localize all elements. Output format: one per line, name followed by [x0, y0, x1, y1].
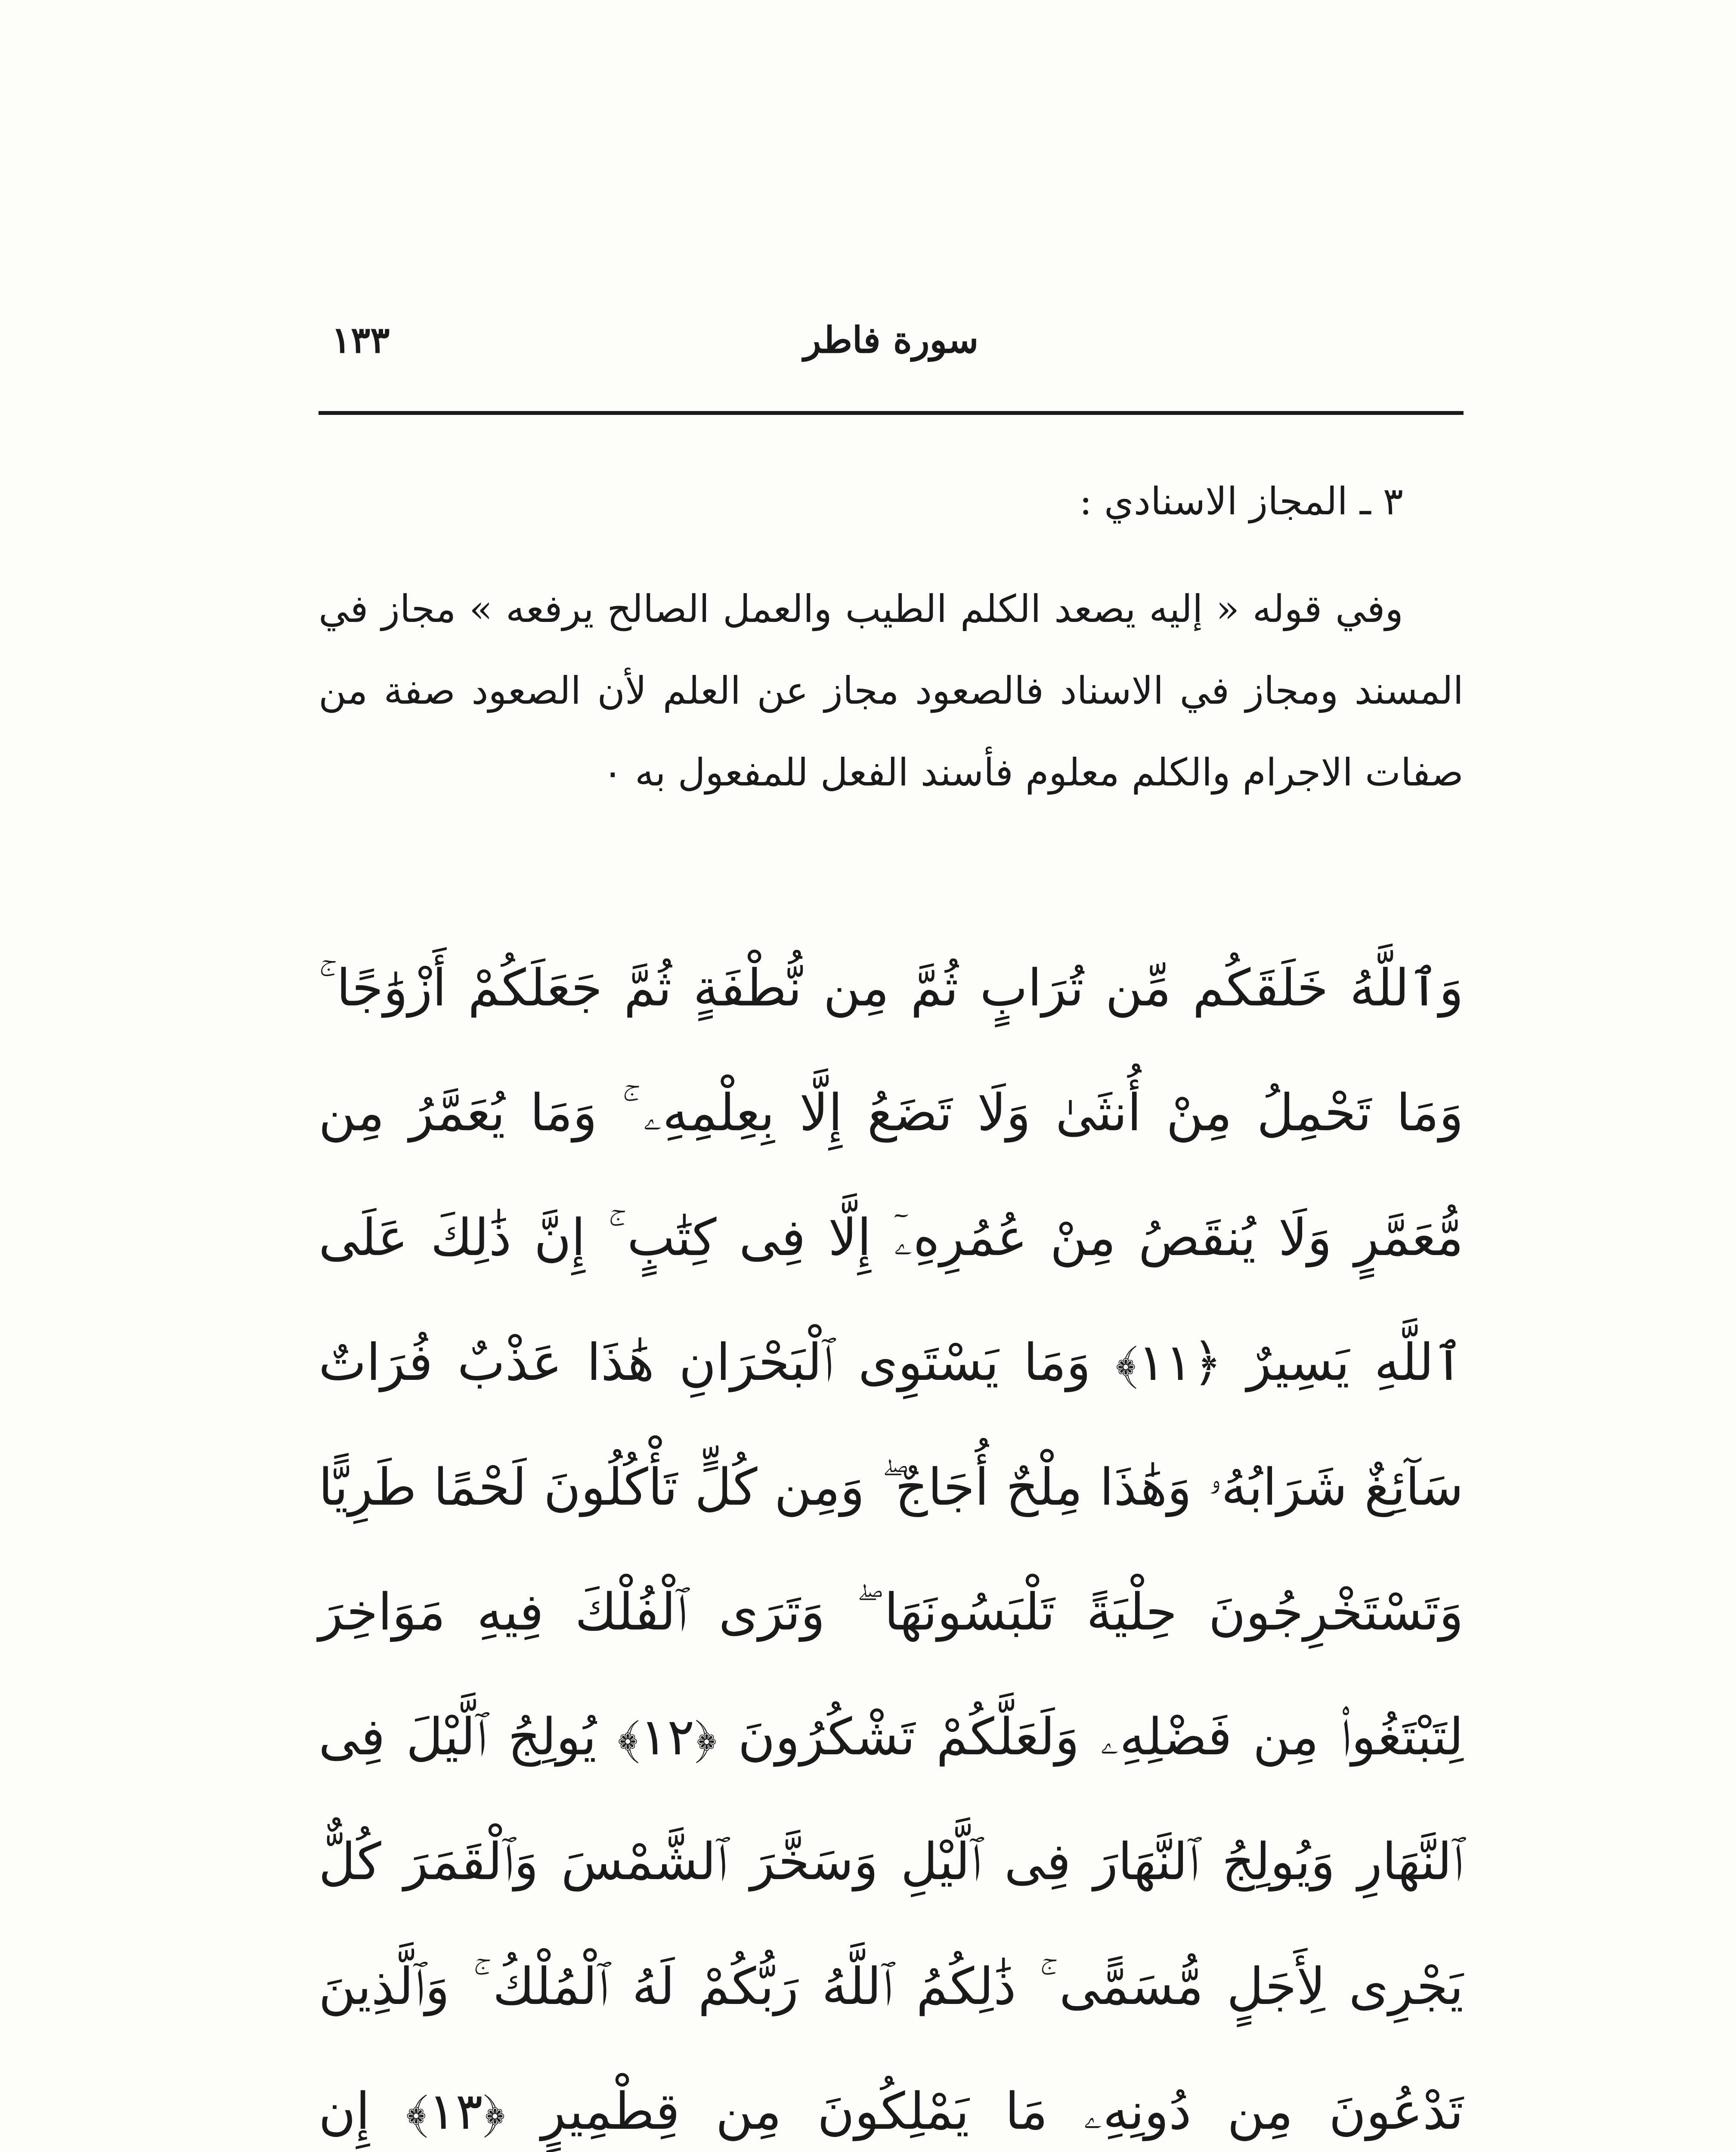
header-rule: [319, 411, 1464, 415]
running-header: [319, 318, 1464, 383]
running-title: سورة فاطر: [803, 318, 979, 361]
quran-verses-block: [319, 925, 1464, 2152]
quran-verses-text: وَٱللَّهُ خَلَقَكُم مِّن تُرَابٍ ثُمَّ مِن نُّطْفَةٍ ثُمَّ جَعَلَكُمْ أَزْوَٰجًا ۚ وَمَا تَحْمِلُ مِنْ أُنثَىٰ وَلَا تَضَعُ إِلَّا بِعِلْمِهِۦ ۚ وَمَا يُعَمَّرُ مِن مُّعَمَّرٍ وَلَا يُنقَصُ مِنْ عُمُرِهِۦٓ إِلَّا فِى كِتَٰبٍ ۚ إِنَّ ذَٰلِكَ عَلَى ٱللَّهِ يَسِيرٌ ﴿١١﴾ وَمَا يَسْتَوِى ٱلْبَحْرَانِ هَٰذَا عَذْبٌ فُرَاتٌ سَآئِغٌ شَرَابُهُۥ وَهَٰذَا مِلْحٌ أُجَاجٌ ۖ وَمِن كُلٍّ تَأْكُلُونَ لَحْمًا طَرِيًّا وَتَسْتَخْرِجُونَ حِلْيَةً تَلْبَسُونَهَا ۖ وَتَرَى ٱلْفُلْكَ فِيهِ مَوَاخِرَ لِتَبْتَغُوا۟ مِن فَضْلِهِۦ وَلَعَلَّكُمْ تَشْكُرُونَ ﴿١٢﴾ يُولِجُ ٱلَّيْلَ فِى ٱلنَّهَارِ وَيُولِجُ ٱلنَّهَارَ فِى ٱلَّيْلِ وَسَخَّرَ ٱلشَّمْسَ وَٱلْقَمَرَ كُلٌّ يَجْرِى لِأَجَلٍ مُّسَمًّى ۚ ذَٰلِكُمُ ٱللَّهُ رَبُّكُمْ لَهُ ٱلْمُلْكُ ۚ وَٱلَّذِينَ تَدْعُونَ مِن دُونِهِۦ مَا يَمْلِكُونَ مِن قِطْمِيرٍ ﴿١٣﴾ إِن: [319, 958, 1464, 2141]
commentary-paragraph: وفي قوله « إليه يصعد الكلم الطيب والعمل الصالح يرفعه » مجاز في المسند ومجاز في الاسناد فالصعود مجاز عن العلم لأن الصعود صفة من صفات الاجرام والكلم معلوم فأسند الفعل للمفعول به ٠: [319, 587, 1464, 795]
section-heading: ٣ ـ المجاز الاسنادي :: [1079, 479, 1403, 523]
commentary-section: [319, 461, 1464, 813]
page-number: ١٣٣: [331, 318, 390, 361]
